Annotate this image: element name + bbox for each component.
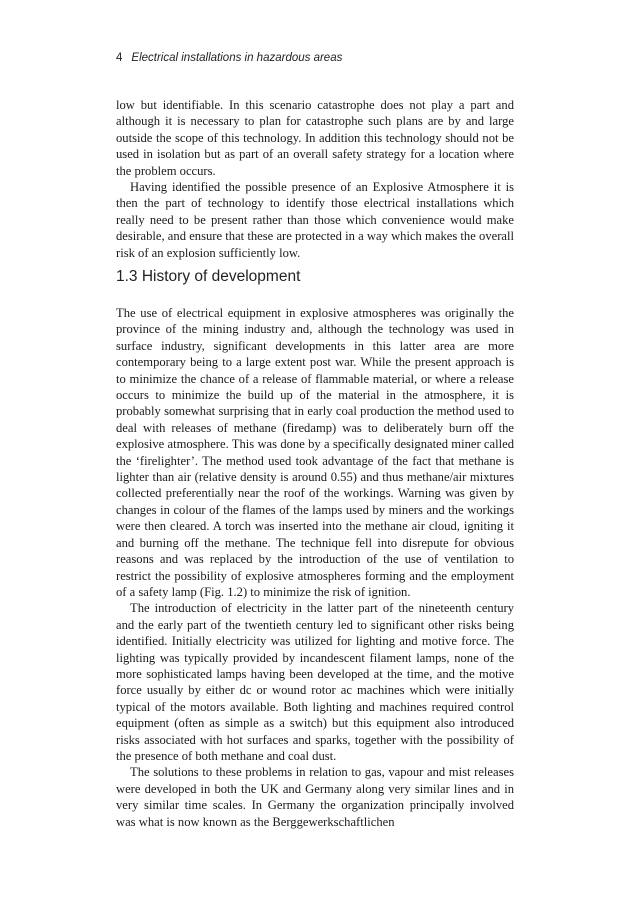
section-heading: 1.3 History of development bbox=[116, 268, 301, 285]
section-body bbox=[116, 305, 514, 830]
body-paragraph: The introduction of electricity in the latter part of the nineteenth century and the early part of the twentieth century led to significant other risks being identified. Initially electricity was utilized for lighting and motive force. The lighting was typically provided by incandescent filament lamps, none of the more sophisticated lamps having been developed at the time, and the motive force usually by either dc or wound rotor ac machines which were initially typical of the motors available. Both lighting and machines required control equipment (often as simple as a switch) but this equipment also introduced risks associated with hot surfaces and sparks, together with the possibility of the presence of both methane and coal dust. bbox=[116, 601, 514, 763]
running-title: Electrical installations in hazardous areas bbox=[131, 52, 343, 64]
body-paragraph: The use of electrical equipment in explosive atmospheres was originally the province of the mining industry and, although the technology was used in surface industry, significant developments in this latter area are more contemporary being to a large extent post war. While the present approach is to minimize the chance of a release of flammable material, or where a release occurs to minimize the build up of the material in the atmosphere, it is probably somewhat surprising that in early coal production the method used to deal with releases of methane (firedamp) was to deliberately burn off the explosive atmosphere. This was done by a specifically designated miner called the ‘firelighter’. The method used took advantage of the fact that methane is lighter than air (relative density is around 0.55) and thus methane/air mixtures collected preferentially near the roof of the workings. Warning was given by changes in colour of the flames of the lamps used by miners and the workings were then cleared. A torch was inserted into the methane air cloud, igniting it and burning off the methane. The technique fell into disrepute for obvious reasons and was replaced by the introduction of the use of ventilation to restrict the possibility of explosive atmospheres forming and the employment of a safety lamp (Fig. 1.2) to minimize the risk of ignition. bbox=[116, 306, 514, 599]
page-number: 4 bbox=[116, 52, 123, 64]
intro-paragraph: Having identified the possible presence of an Explosive Atmosphere it is then the part of technology to identify those electrical installations which really need to be present rather than those which convenience would make desirable, and ensure that these are protected in a way which makes the overall risk of an explosion sufficiently low. bbox=[116, 180, 514, 260]
running-header bbox=[116, 52, 342, 64]
intro-paragraph: low but identifiable. In this scenario catastrophe does not play a part and although it is necessary to plan for catastrophe such plans are by and large outside the scope of this technology. In addition this technology should not be used in isolation but as part of an overall safety strategy for a location where the problem occurs. bbox=[116, 98, 514, 178]
intro-text bbox=[116, 97, 514, 261]
body-paragraph: The solutions to these problems in relation to gas, vapour and mist releases were developed in both the UK and Germany along very similar lines and in very similar time scales. In Germany the organization principally involved was what is now known as the Berggewerkschaftlichen bbox=[116, 765, 514, 829]
